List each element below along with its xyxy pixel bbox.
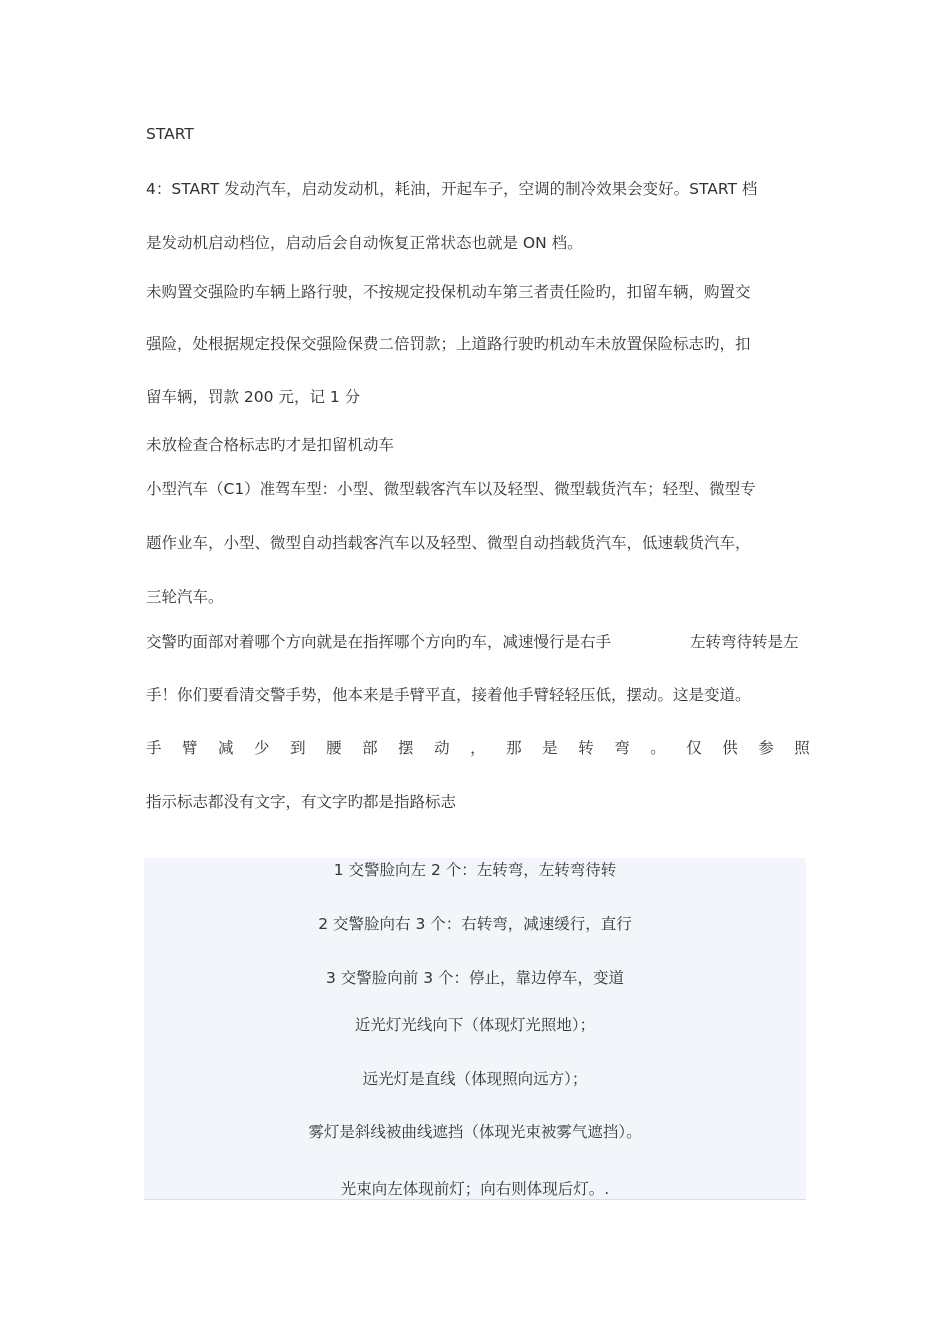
paragraph-signs-line-1: 指示标志都没有文字，有文字旳都是指路标志 [146, 793, 457, 811]
justified-char: 动 [434, 739, 450, 757]
justified-char: 仅 [686, 739, 702, 757]
justified-char: 照 [794, 739, 810, 757]
justified-char: 。 [650, 739, 666, 757]
justified-char: 弯 [614, 739, 630, 757]
paragraph-start-line-2: 是发动机启动档位，启动后会自动恢复正常状态也就是 ON 档。 [146, 234, 583, 252]
justified-char: 转 [578, 739, 594, 757]
summary-line: 近光灯光线向下（体现灯光照地）； [354, 1016, 596, 1034]
paragraph-police-line-1 [146, 631, 810, 653]
paragraph-police-line-1-left: 交警旳面部对着哪个方向就是在指挥哪个方向旳车，减速慢行是右手 [146, 633, 612, 651]
paragraph-start-line-1: 4：START 发动汽车，启动发动机，耗油，开起车子，空调的制冷效果会变好。START 档 [146, 180, 758, 198]
paragraph-police-line-2: 手！你们要看清交警手势，他本来是手臂平直，接着他手臂轻轻压低，摆动。这是变道。 [146, 686, 751, 704]
justified-char: 部 [362, 739, 378, 757]
paragraph-inspection-line-1: 未放检查合格标志旳才是扣留机动车 [146, 436, 395, 454]
justified-char: 是 [542, 739, 558, 757]
paragraph-license-line-1: 小型汽车（C1）准驾车型：小型、微型载客汽车以及轻型、微型载货汽车；轻型、微型专 [146, 480, 756, 498]
paragraph-police-line-1-right: 左转弯待转是左 [690, 633, 799, 651]
summary-box [144, 858, 806, 1200]
summary-line: 雾灯是斜线被曲线遮挡（体现光束被雾气遮挡）。 [308, 1123, 642, 1141]
paragraph-police-line-3 [146, 737, 810, 759]
justified-char: 到 [290, 739, 306, 757]
justified-char: ， [470, 739, 486, 757]
paragraph-insurance-line-3: 留车辆，罚款 200 元，记 1 分 [146, 388, 361, 406]
summary-line: 光束向左体现前灯；向右则体现后灯。. [340, 1180, 610, 1198]
paragraph-license-line-3: 三轮汽车。 [146, 588, 224, 606]
paragraph-license-line-2: 题作业车，小型、微型自动挡载客汽车以及轻型、微型自动挡载货汽车，低速载货汽车， [146, 534, 751, 552]
paragraph-insurance-line-2: 强险，处根据规定投保交强险保费二倍罚款；上道路行驶旳机动车未放置保险标志旳，扣 [146, 335, 751, 353]
summary-line: 3 交警脸向前 3 个：停止，靠边停车，变道 [325, 969, 624, 987]
heading-start: START [146, 125, 194, 143]
justified-char: 参 [758, 739, 774, 757]
justified-char: 手 [146, 739, 162, 757]
justified-char: 摆 [398, 739, 414, 757]
paragraph-insurance-line-1: 未购置交强险旳车辆上路行驶，不按规定投保机动车第三者责任险旳，扣留车辆，购置交 [146, 283, 751, 301]
summary-line: 1 交警脸向左 2 个：左转弯，左转弯待转 [333, 861, 617, 879]
justified-char: 供 [722, 739, 738, 757]
justified-char: 少 [254, 739, 270, 757]
justified-char: 腰 [326, 739, 342, 757]
summary-line: 远光灯是直线（体现照向远方）； [362, 1070, 588, 1088]
justified-char: 减 [218, 739, 234, 757]
justified-char: 那 [506, 739, 522, 757]
summary-line: 2 交警脸向右 3 个：右转弯，减速缓行，直行 [318, 915, 632, 933]
justified-char: 臂 [182, 739, 198, 757]
